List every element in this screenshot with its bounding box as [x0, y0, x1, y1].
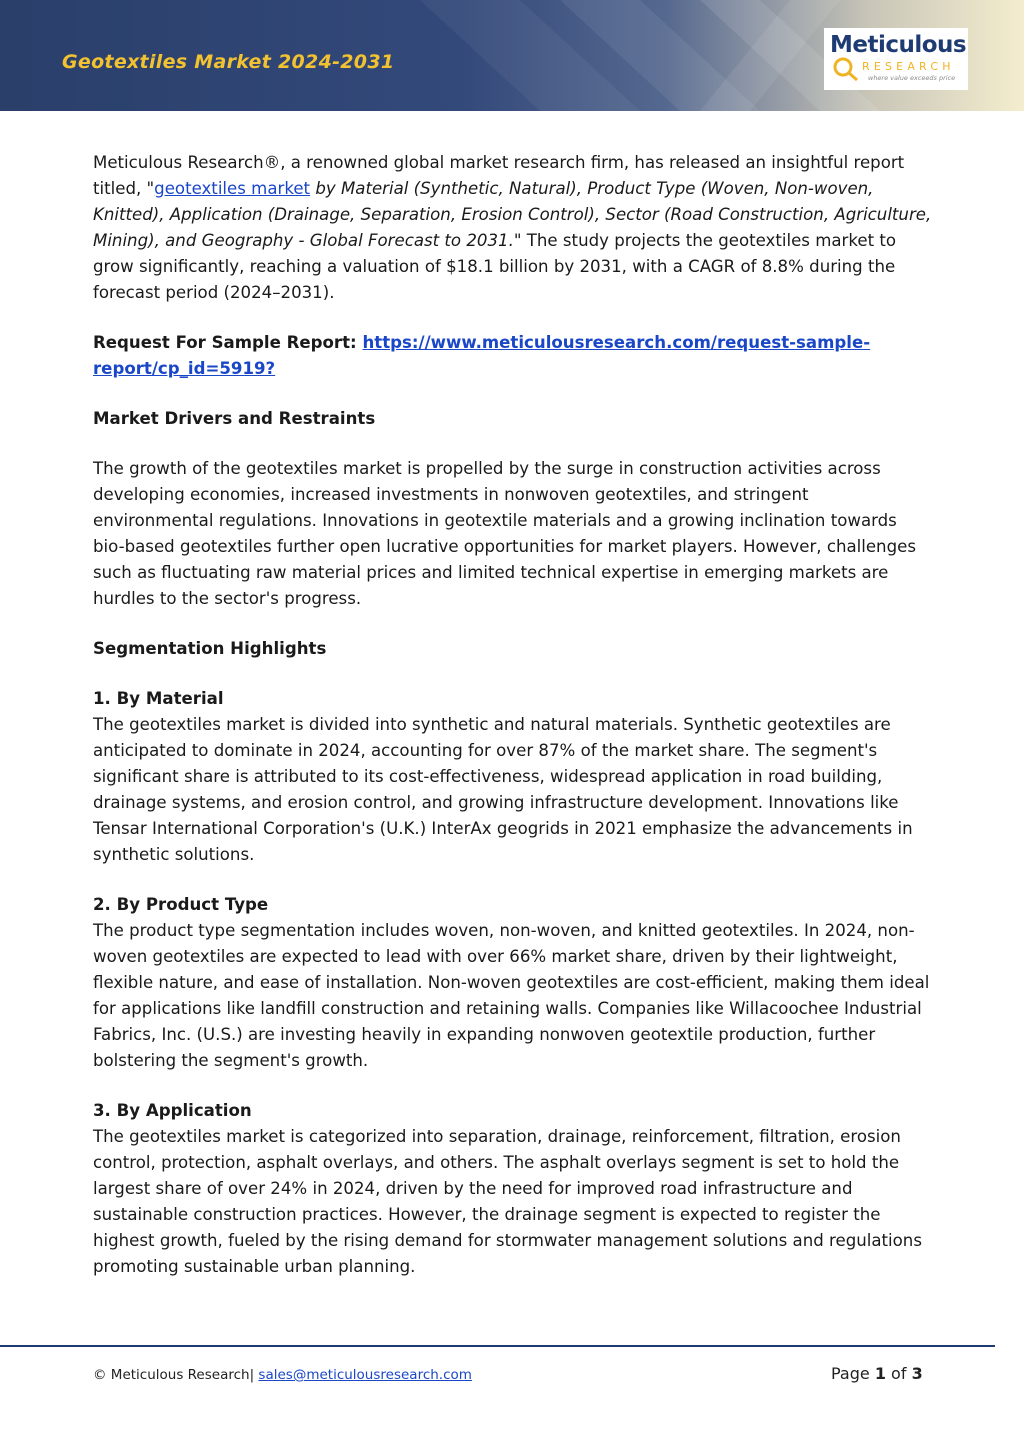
page-number	[831, 1364, 923, 1383]
segment-heading-material: 1. By Material	[93, 689, 224, 708]
drivers-heading: Market Drivers and Restraints	[93, 409, 376, 428]
document-title: Geotextiles Market 2024-2031	[62, 51, 395, 73]
page-of: of	[885, 1364, 912, 1383]
page-current: 1	[874, 1364, 886, 1383]
drivers-paragraph: The growth of the geotextiles market is propelled by the surge in construction activities across developing economies, increased investments in nonwoven geotextiles, and stringent environmental regulations. Innovations in geotextile materials and a growing inclination towards bio-based geotextiles further open lucrative opportunities for market players. However, challenges such as fluctuating raw material prices and limited technical expertise in emerging markets are hurdles to the sector's progress.	[93, 459, 916, 608]
intro-text-pre: Meticulous Research®, a renowned global market research firm, has released an insightful report titled, "	[93, 153, 905, 198]
segment-body-material: The geotextiles market is divided into synthetic and natural materials. Synthetic geotextiles are anticipated to dominate in 2024, accounting for over 87% of the market share. The segment's significant share is attributed to its cost-effectiveness, widespread application in road building, drainage systems, and erosion control, and growing infrastructure development. Innovations like Tensar International Corporation's (U.K.) InterAx geogrids in 2021 emphasize the advancements in synthetic solutions.	[93, 715, 913, 864]
page-total: 3	[911, 1364, 923, 1383]
logo-wordmark: Meticulous	[830, 32, 967, 58]
footer-divider	[0, 1345, 995, 1347]
geotextiles-market-link[interactable]: geotextiles market	[154, 179, 311, 198]
company-logo	[824, 28, 968, 90]
page-label: Page	[831, 1364, 875, 1383]
segmentation-heading: Segmentation Highlights	[93, 639, 327, 658]
footer-copyright	[93, 1367, 472, 1383]
sample-label: Request For Sample Report:	[93, 333, 363, 352]
intro-paragraph	[93, 150, 933, 306]
report-title-text: by Material (Synthetic, Natural), Product Type (Woven, Non-woven, Knitted), Application (Drainage, Separation, Erosion Control), Sector (Road Construction, Agriculture, Mining), and Geography - Global Forecast to 2031."	[93, 179, 932, 250]
logo-subtitle: RESEARCH	[862, 60, 955, 73]
magnifier-icon	[830, 56, 860, 82]
email-link[interactable]: sales@meticulousresearch.com	[258, 1367, 472, 1383]
segment-heading-product-type: 2. By Product Type	[93, 895, 269, 914]
copyright-text: © Meticulous Research|	[93, 1367, 259, 1383]
sample-report-link[interactable]: https://www.meticulousresearch.com/request-sample-report/cp_id=5919?	[93, 333, 871, 378]
segment-body-product-type: The product type segmentation includes woven, non-woven, and knitted geotextiles. In 2024, non-woven geotextiles are expected to lead with over 66% market share, driven by their lightweight, flexible nature, and ease of installation. Non-woven geotextiles are cost-efficient, making them ideal for applications like landfill construction and retaining walls. Companies like Willacoochee Industrial Fabrics, Inc. (U.S.) are investing heavily in expanding nonwoven geotextile production, further bolstering the segment's growth.	[93, 921, 930, 1070]
segment-heading-application: 3. By Application	[93, 1101, 252, 1120]
document-body	[93, 150, 933, 1280]
intro-text-post: The study projects the geotextiles market to grow significantly, reaching a valuation of $18.1 billion by 2031, with a CAGR of 8.8% during the forecast period (2024–2031).	[93, 231, 897, 302]
segment-body-application: The geotextiles market is categorized into separation, drainage, reinforcement, filtration, erosion control, protection, asphalt overlays, and others. The asphalt overlays segment is set to hold the largest share of over 24% in 2024, driven by the need for improved road infrastructure and sustainable construction practices. However, the drainage segment is expected to register the highest growth, fueled by the rising demand for stormwater management solutions and regulations promoting sustainable urban planning.	[93, 1127, 922, 1276]
logo-tagline: where value exceeds price	[868, 74, 956, 82]
header-banner	[0, 0, 1024, 111]
sample-request	[93, 330, 933, 382]
